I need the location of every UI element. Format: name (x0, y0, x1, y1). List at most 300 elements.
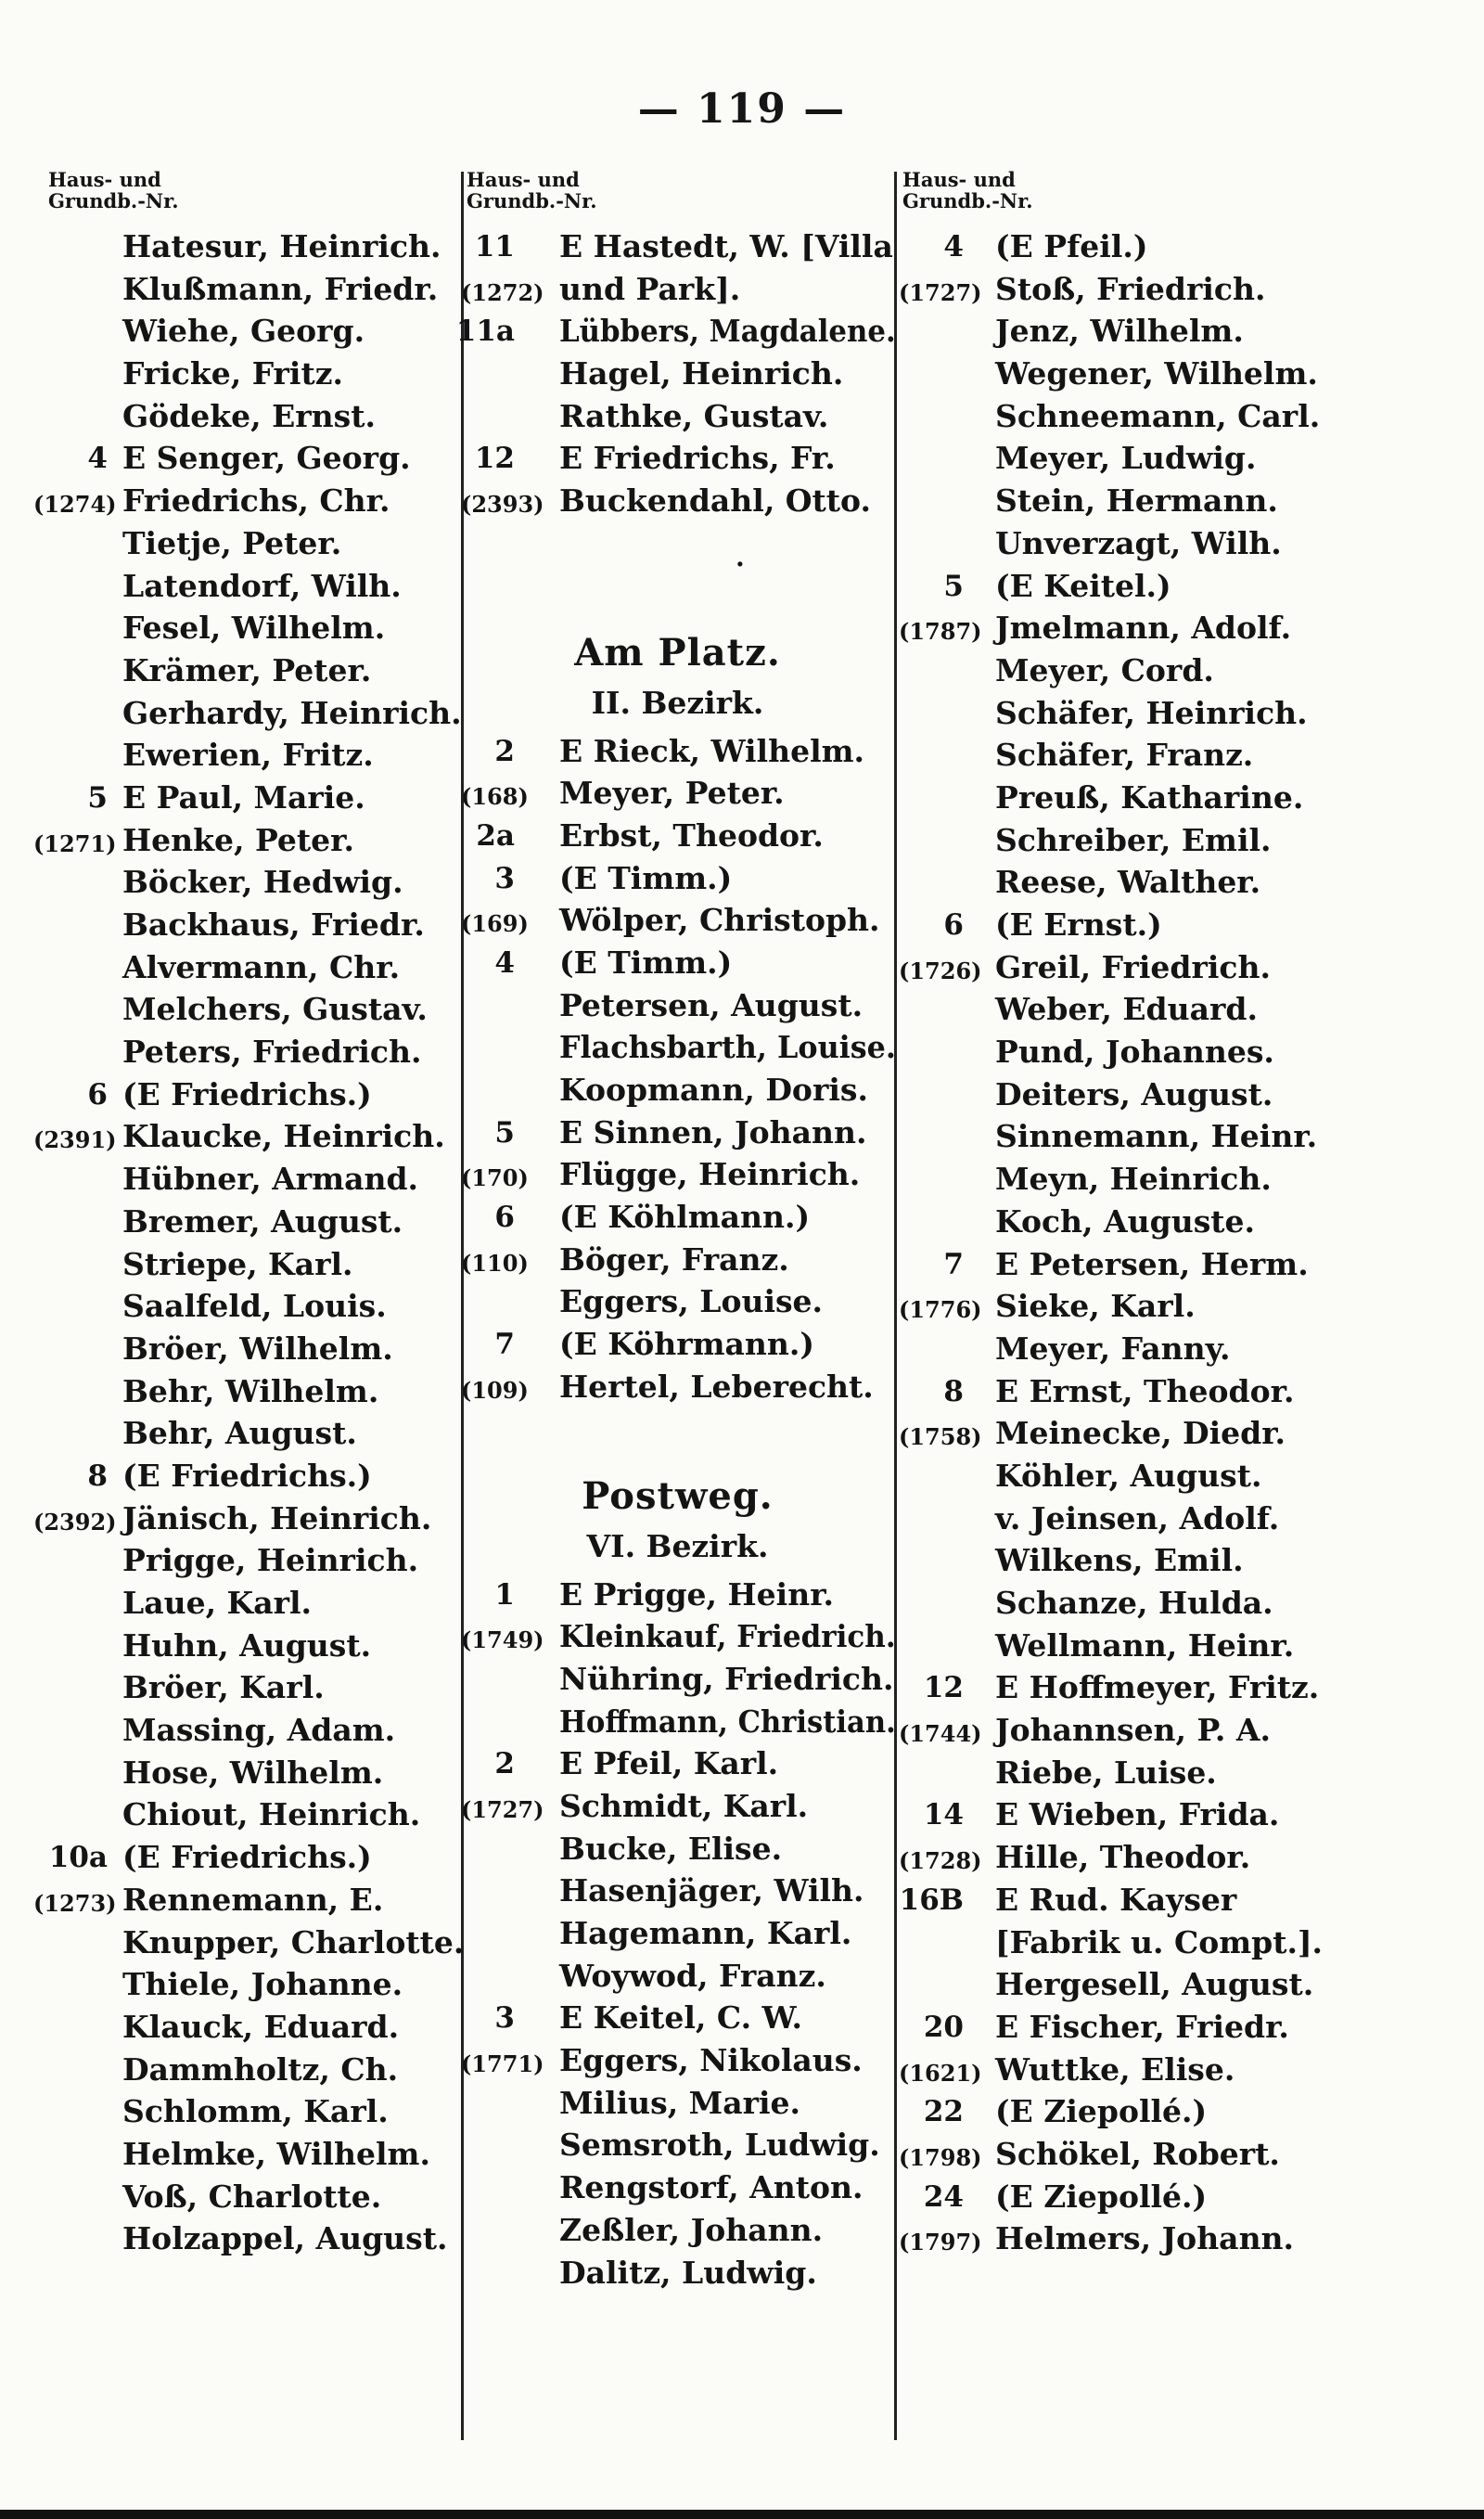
resident-name: Dalitz, Ludwig. (559, 2254, 817, 2291)
page-number: — 119 — (637, 85, 847, 133)
resident-name: Nühring, Friedrich. (559, 1660, 894, 1697)
resident-name: Meyn, Heinrich. (995, 1161, 1272, 1198)
resident-name: Hatesur, Heinrich. (122, 228, 441, 264)
directory-entry (461, 1782, 889, 1825)
resident-name: E Rieck, Wilhelm. (559, 732, 865, 769)
resident-name: Schäfer, Franz. (995, 737, 1254, 774)
resident-name: und Park]. (559, 270, 741, 307)
directory-entry (48, 434, 456, 477)
directory-entry (48, 1325, 456, 1368)
house-number: 7 (943, 1247, 964, 1281)
directory-entry (48, 2088, 456, 2130)
resident-name: Flügge, Heinrich. (559, 1156, 861, 1193)
directory-entry (461, 1613, 896, 1655)
resident-name: Petersen, August. (559, 986, 864, 1023)
resident-name: Bucke, Elise. (559, 1830, 783, 1867)
directory-entry (48, 647, 456, 689)
directory-entry (48, 1282, 456, 1325)
directory-entry (48, 1664, 456, 1706)
directory-entry (902, 647, 1343, 689)
resident-name: Sinnemann, Heinr. (995, 1118, 1318, 1155)
directory-entry (33, 1112, 456, 1155)
resident-name: Rengstorf, Anton. (559, 2169, 864, 2206)
directory-entry (902, 434, 1343, 477)
directory-entry (902, 1028, 1343, 1071)
resident-name: Böger, Franz. (559, 1240, 789, 1278)
directory-entry (902, 858, 1343, 901)
resident-name: Rathke, Gustav. (559, 397, 829, 434)
resident-name: [Fabrik u. Compt.]. (995, 1923, 1324, 1960)
house-number: 12 (923, 1671, 964, 1705)
street-heading: Am Platz. (574, 630, 781, 675)
directory-entry (48, 944, 456, 986)
directory-entry (461, 896, 889, 939)
resident-name: (E Keitel.) (995, 567, 1171, 604)
resident-name: E Wieben, Frida. (995, 1796, 1280, 1833)
directory-entry (467, 2121, 889, 2164)
directory-entry (467, 1109, 889, 1151)
resident-name: Gerhardy, Heinrich. (122, 694, 462, 731)
resident-name: Hose, Wilhelm. (122, 1754, 384, 1791)
directory-entry (461, 769, 889, 812)
house-number: 5 (87, 780, 108, 815)
resident-name: Woywod, Franz. (559, 1957, 826, 1994)
resident-name: E Sinnen, Johann. (559, 1113, 867, 1150)
column-header (902, 169, 1343, 223)
directory-entry (467, 2206, 889, 2249)
directory-entry (902, 731, 1343, 774)
directory-entry (902, 985, 1343, 1028)
street-heading: Postweg. (582, 1473, 774, 1518)
resident-name: Striepe, Karl. (122, 1245, 353, 1282)
directory-entry (48, 1409, 456, 1452)
section-spacer (467, 562, 889, 627)
directory-entry (467, 1655, 894, 1698)
directory-entry (48, 1579, 456, 1622)
directory-entry (48, 858, 456, 901)
resident-name: Schneemann, Carl. (995, 397, 1321, 434)
column-header-line: Haus- und (467, 168, 580, 191)
directory-entry (461, 1236, 889, 1279)
directory-entry (48, 1071, 456, 1113)
house-number: 6 (494, 1201, 515, 1235)
directory-entry (48, 1622, 456, 1664)
resident-name: Hagel, Heinrich. (559, 355, 844, 392)
resident-name: Eggers, Nikolaus. (559, 2042, 863, 2079)
directory-entry (902, 1071, 1343, 1113)
directory-entry (467, 939, 889, 982)
resident-name: E Prigge, Heinr. (559, 1575, 835, 1613)
land-register-number: (1728) (899, 1847, 982, 1875)
column-header-line: Grundb.-Nr. (467, 189, 597, 212)
section-spacer (467, 1406, 889, 1471)
directory-entry (48, 689, 462, 732)
resident-name: Hille, Theodor. (995, 1839, 1251, 1876)
directory-entry (48, 562, 456, 605)
directory-entry (899, 1282, 1343, 1325)
resident-name: Behr, Wilhelm. (122, 1372, 379, 1409)
land-register-number: (1727) (899, 278, 982, 306)
directory-entry (461, 1150, 889, 1193)
resident-name: E Hastedt, W. [Villa (559, 228, 893, 264)
directory-entry (467, 1909, 889, 1952)
directory-entry (48, 731, 456, 774)
resident-name: Hoffmann, Christian. (559, 1703, 896, 1740)
resident-name: Hasenjäger, Wilh. (559, 1872, 864, 1909)
resident-name: Knupper, Charlotte. (122, 1923, 465, 1960)
land-register-number: (1787) (899, 618, 982, 646)
directory-entry (48, 1155, 456, 1198)
directory-entry (902, 1452, 1343, 1495)
resident-name: Koch, Auguste. (995, 1202, 1256, 1240)
resident-name: Milius, Marie. (559, 2084, 801, 2121)
directory-entry (467, 1994, 889, 2037)
land-register-number: (1744) (899, 1720, 982, 1748)
house-number: 22 (923, 2095, 964, 2129)
resident-name: Schmidt, Karl. (559, 1787, 809, 1824)
directory-entry (48, 350, 456, 392)
directory-entry (48, 2003, 456, 2046)
directory-entry (902, 392, 1343, 435)
directory-entry (902, 2088, 1343, 2130)
resident-name: Wuttke, Elise. (995, 2050, 1235, 2088)
directory-entry (461, 265, 889, 308)
resident-name: (E Friedrichs.) (122, 1457, 372, 1494)
directory-entry (48, 774, 456, 816)
directory-entry (48, 985, 456, 1028)
stray-dot: . (736, 541, 745, 572)
land-register-number: (1274) (33, 491, 117, 519)
directory-entry (902, 774, 1343, 816)
resident-name: E Pfeil, Karl. (559, 1745, 779, 1782)
resident-name: Stein, Hermann. (995, 482, 1278, 520)
land-register-number: (1776) (899, 1296, 982, 1324)
land-register-number: (2391) (33, 1126, 117, 1154)
land-register-number: (169) (461, 910, 529, 938)
resident-name: Voß, Charlotte. (122, 2178, 382, 2215)
resident-name: E Ernst, Theodor. (995, 1372, 1295, 1409)
directory-entry (48, 1791, 456, 1833)
directory-entry (899, 2215, 1343, 2257)
column-header (467, 169, 889, 223)
land-register-number: (1621) (899, 2059, 982, 2087)
resident-name: Köhler, August. (995, 1457, 1262, 1494)
resident-name: Bröer, Karl. (122, 1669, 325, 1706)
resident-name: Semsroth, Ludwig. (559, 2127, 880, 2164)
resident-name: Backhaus, Friedr. (122, 906, 425, 943)
resident-name: E Hoffmeyer, Fritz. (995, 1669, 1320, 1706)
house-number: 24 (923, 2179, 964, 2214)
directory-entry (48, 1240, 456, 1283)
house-number: 11a (455, 315, 515, 349)
resident-name: Latendorf, Wilh. (122, 567, 402, 604)
land-register-number: (1749) (461, 1626, 544, 1654)
directory-entry (467, 727, 889, 770)
directory-entry (461, 2037, 889, 2079)
resident-name: Peters, Friedrich. (122, 1034, 422, 1071)
resident-name: Eggers, Louise. (559, 1283, 824, 1320)
column-header-line: Grundb.-Nr. (902, 189, 1033, 212)
land-register-number: (110) (461, 1249, 529, 1277)
house-number: 4 (494, 945, 515, 980)
resident-name: Massing, Adam. (122, 1712, 396, 1749)
column-header-line: Haus- und (902, 168, 1016, 191)
directory-entry (467, 2164, 889, 2206)
directory-entry (902, 2173, 1343, 2216)
resident-name: Böcker, Hedwig. (122, 864, 403, 901)
resident-name: Zeßler, Johann. (559, 2211, 824, 2248)
resident-name: Sieke, Karl. (995, 1288, 1196, 1325)
directory-entry (48, 1960, 456, 2003)
resident-name: Helmers, Johann. (995, 2220, 1295, 2257)
resident-name: Gödeke, Ernst. (122, 397, 376, 434)
resident-name: Schreiber, Emil. (995, 821, 1272, 858)
land-register-number: (1797) (899, 2229, 982, 2256)
resident-name: Schlomm, Karl. (122, 2093, 389, 2130)
directory-entry (467, 1278, 889, 1320)
directory-entry (48, 1749, 456, 1792)
land-register-number: (170) (461, 1164, 529, 1192)
resident-name: Meyer, Ludwig. (995, 440, 1257, 477)
resident-name: Henke, Peter. (122, 821, 355, 858)
column-entries (455, 223, 896, 2291)
directory-entry (467, 2079, 889, 2122)
land-register-number: (1771) (461, 2050, 544, 2078)
directory-entry (902, 350, 1343, 392)
directory-entry (899, 2130, 1343, 2173)
resident-name: Pund, Johannes. (995, 1034, 1274, 1071)
resident-name: Greil, Friedrich. (995, 948, 1271, 985)
directory-entry (48, 1833, 456, 1876)
directory-entry (899, 1706, 1343, 1749)
directory-entry (899, 265, 1343, 308)
house-number: 11 (474, 230, 515, 263)
resident-name: Friedrichs, Chr. (122, 482, 390, 520)
house-number: 2a (476, 818, 515, 853)
directory-entry (467, 434, 889, 477)
directory-entry (48, 1368, 456, 1410)
resident-name: Meyer, Peter. (559, 775, 785, 812)
directory-entry (467, 392, 889, 435)
directory-entry (48, 1706, 456, 1749)
land-register-number: (1758) (899, 1423, 982, 1451)
column-header-line: Haus- und (48, 168, 161, 191)
resident-name: Helmke, Wilhelm. (122, 2135, 430, 2172)
directory-entry (33, 477, 456, 520)
house-number: 8 (87, 1459, 108, 1493)
directory-entry (48, 2173, 456, 2216)
house-number: 1 (494, 1577, 515, 1612)
directory-entry (48, 1028, 456, 1071)
resident-name: Kleinkauf, Friedrich. (559, 1618, 896, 1655)
resident-name: Schanze, Hulda. (995, 1585, 1273, 1621)
house-number: 10a (48, 1841, 108, 1875)
directory-entry (902, 1664, 1343, 1706)
resident-name: Chiout, Heinrich. (122, 1796, 421, 1833)
land-register-number: (1272) (461, 278, 544, 306)
resident-name: Erbst, Theodor. (559, 816, 824, 854)
resident-name: Stoß, Friedrich. (995, 270, 1266, 307)
resident-name: Wellmann, Heinr. (995, 1626, 1295, 1664)
resident-name: Meyer, Cord. (995, 651, 1214, 688)
directory-entry (48, 604, 456, 647)
resident-name: (E Köhrmann.) (559, 1326, 814, 1363)
directory-entry (899, 1409, 1343, 1452)
resident-name: E Senger, Georg. (122, 440, 411, 477)
column-header (48, 169, 456, 223)
resident-name: E Keitel, C. W. (559, 1999, 802, 2037)
resident-name: Prigge, Heinrich. (122, 1542, 419, 1579)
directory-entry (467, 1193, 889, 1236)
resident-name: Klaucke, Heinrich. (122, 1118, 445, 1155)
directory-entry (467, 1825, 889, 1868)
resident-name: Riebe, Luise. (995, 1754, 1217, 1791)
resident-name: (E Ernst.) (995, 906, 1162, 943)
resident-name: (E Pfeil.) (995, 228, 1148, 264)
house-number: 4 (943, 230, 964, 263)
resident-name: Bröer, Wilhelm. (122, 1330, 393, 1367)
directory-entry (899, 944, 1343, 986)
directory-column-1 (33, 168, 465, 2257)
land-register-number: (1271) (33, 829, 117, 857)
directory-entry (899, 1876, 1343, 1919)
resident-name: v. Jeinsen, Adolf. (995, 1499, 1280, 1536)
resident-name: E Friedrichs, Fr. (559, 440, 836, 477)
resident-name: Hagemann, Karl. (559, 1915, 852, 1951)
directory-entry (48, 265, 456, 308)
column-header-line: Grundb.-Nr. (48, 189, 179, 212)
directory-entry (48, 2215, 456, 2257)
land-register-number: (1726) (899, 957, 982, 984)
directory-entry (902, 1325, 1343, 1368)
directory-entry (902, 1791, 1343, 1833)
directory-entry (48, 520, 456, 562)
directory-entry (899, 1833, 1343, 1876)
resident-name: Lübbers, Magdalene. (559, 313, 896, 350)
resident-name: Jenz, Wilhelm. (995, 313, 1244, 350)
resident-name: Johannsen, P. A. (995, 1712, 1271, 1749)
directory-entry (48, 307, 456, 350)
directory-entry (467, 855, 889, 897)
resident-name: Meyer, Fanny. (995, 1330, 1231, 1367)
resident-name: Reese, Walther. (995, 864, 1261, 901)
house-number: 4 (87, 442, 108, 476)
resident-name: (E Ziepollé.) (995, 2093, 1208, 2130)
resident-name: E Rud. Kayser (995, 1881, 1237, 1918)
resident-name: E Paul, Marie. (122, 778, 365, 816)
resident-name: (E Timm.) (559, 944, 733, 981)
directory-entry (48, 392, 456, 435)
directory-entry (467, 982, 889, 1024)
directory-entry (902, 689, 1343, 732)
land-register-number: (2392) (33, 1508, 117, 1536)
directory-entry (902, 1198, 1343, 1240)
house-number: 8 (943, 1374, 964, 1408)
directory-entry (48, 223, 456, 265)
directory-entry (33, 1495, 456, 1537)
land-register-number: (2393) (461, 491, 544, 519)
land-register-number: (1798) (899, 2143, 982, 2171)
house-number: 14 (923, 1798, 964, 1832)
house-number: 2 (494, 734, 515, 768)
directory-column-3 (899, 168, 1343, 2257)
directory-entry (902, 1368, 1343, 1410)
directory-entry (902, 1919, 1343, 1961)
directory-entry (467, 1320, 889, 1363)
directory-entry (902, 307, 1343, 350)
directory-entry (48, 901, 456, 944)
directory-entry (902, 1536, 1343, 1579)
directory-entry (48, 1919, 465, 1961)
house-number: 20 (923, 2010, 964, 2044)
resident-name: Jmelmann, Adolf. (995, 610, 1292, 647)
directory-entry (467, 1571, 889, 1613)
directory-entry (902, 816, 1343, 859)
directory-entry (467, 1066, 889, 1109)
directory-entry (467, 2249, 889, 2292)
land-register-number: (1727) (461, 1795, 544, 1823)
directory-entry (902, 2003, 1343, 2046)
resident-name: Krämer, Peter. (122, 651, 372, 688)
house-number: 5 (494, 1115, 515, 1150)
directory-entry (467, 1867, 889, 1909)
directory-entry (48, 1198, 456, 1240)
resident-name: Alvermann, Chr. (122, 948, 401, 985)
directory-entry (467, 350, 889, 392)
column-entries (899, 223, 1343, 2257)
house-number: 12 (474, 442, 515, 476)
resident-name: (E Ziepollé.) (995, 2178, 1208, 2215)
resident-name: Flachsbarth, Louise. (559, 1029, 896, 1066)
directory-entry (902, 1960, 1343, 2003)
district-label: VI. Bezirk. (586, 1527, 769, 1564)
resident-name: (E Friedrichs.) (122, 1075, 372, 1112)
directory-column-2 (455, 168, 896, 2291)
resident-name: Hergesell, August. (995, 1966, 1314, 2003)
resident-name: Tietje, Peter. (122, 524, 342, 561)
directory-entry (467, 1698, 896, 1741)
resident-name: Unverzagt, Wilh. (995, 524, 1282, 561)
resident-name: (E Timm.) (559, 859, 733, 896)
house-number: 3 (494, 861, 515, 895)
resident-name: Thiele, Johanne. (122, 1966, 403, 2003)
house-number: 2 (494, 1747, 515, 1781)
resident-name: Klußmann, Friedr. (122, 270, 439, 307)
directory-entry (33, 816, 456, 859)
resident-name: Ewerien, Fritz. (122, 737, 374, 774)
resident-name: Fricke, Fritz. (122, 355, 343, 392)
resident-name: Preuß, Katharine. (995, 778, 1304, 816)
directory-entry (902, 520, 1343, 562)
column-divider (894, 172, 897, 2440)
resident-name: Hertel, Leberecht. (559, 1368, 874, 1405)
resident-name: Deiters, August. (995, 1075, 1273, 1112)
house-number: 16B (899, 1883, 964, 1917)
directory-entry (902, 1749, 1343, 1792)
resident-name: E Petersen, Herm. (995, 1245, 1309, 1282)
land-register-number: (1273) (33, 1889, 117, 1917)
resident-name: Wilkens, Emil. (995, 1542, 1244, 1579)
directory-entry (902, 223, 1343, 265)
directory-entry (902, 901, 1343, 944)
directory-entry (461, 1363, 889, 1406)
resident-name: Rennemann, E. (122, 1881, 384, 1918)
directory-entry (467, 1023, 896, 1066)
resident-name: Melchers, Gustav. (122, 991, 428, 1028)
resident-name: (E Friedrichs.) (122, 1839, 372, 1876)
directory-entry (48, 2046, 456, 2088)
directory-entry (467, 812, 889, 855)
